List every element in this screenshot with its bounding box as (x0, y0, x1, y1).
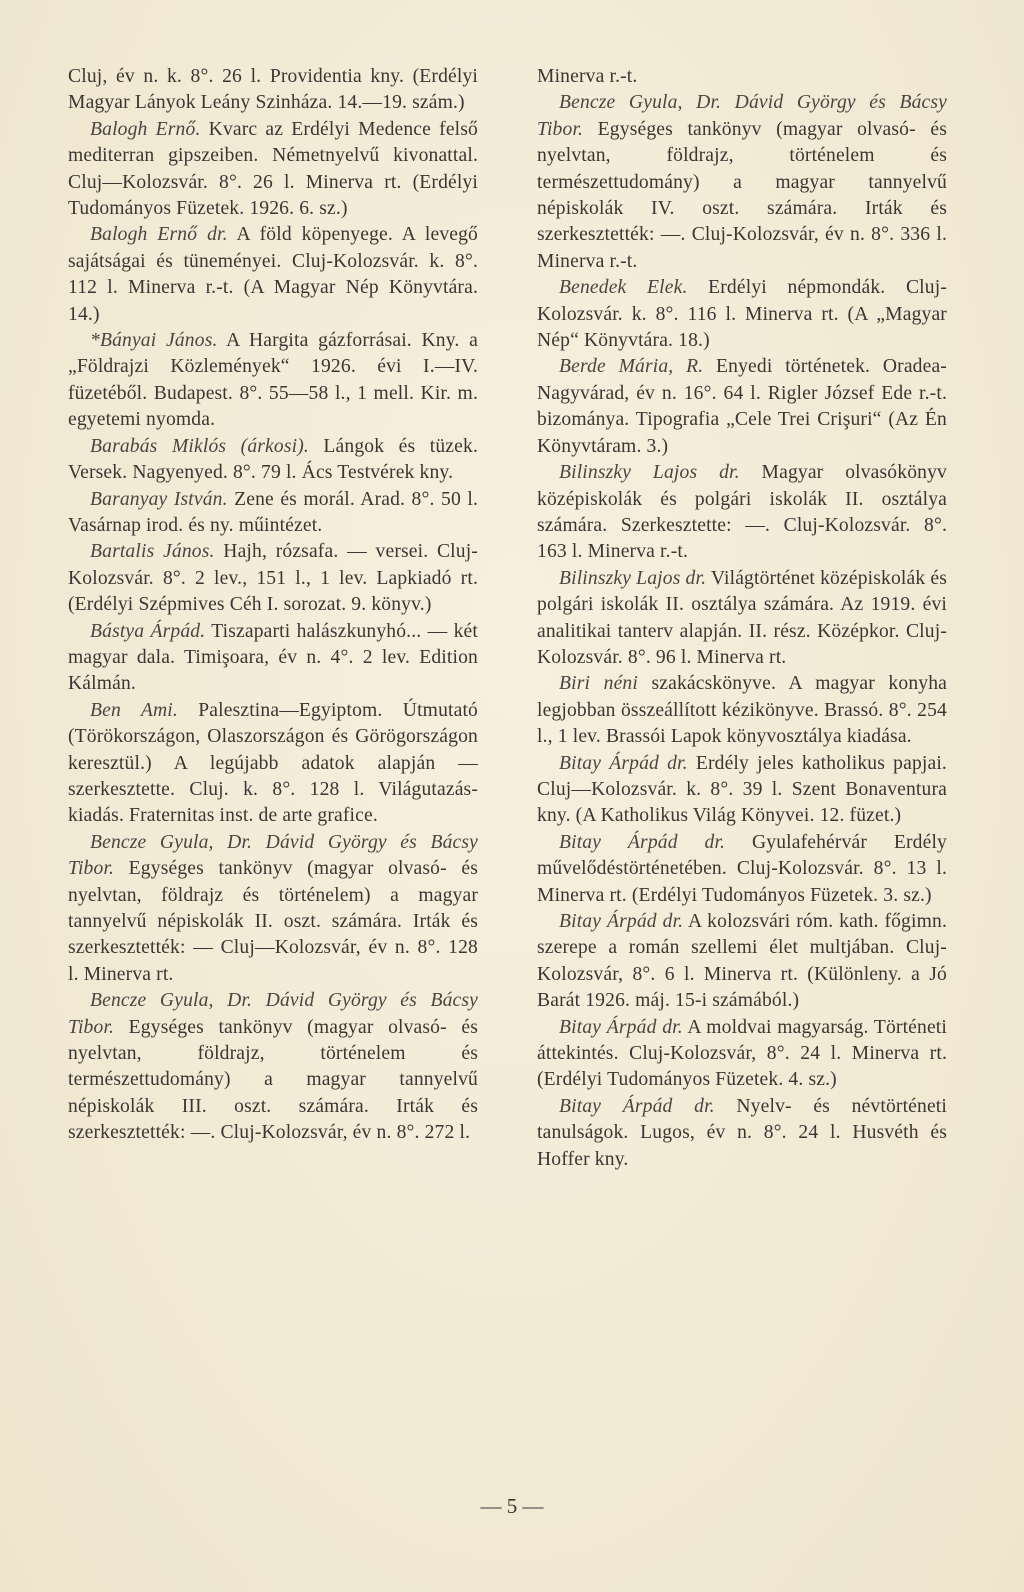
entry-author: Ben Ami. (90, 699, 178, 721)
entry-author: Bilinszky Lajos dr. (559, 462, 740, 484)
entry-text: Tiszaparti halászkunyhó... — két magyar dala. Timişoara, év n. 4°. 2 lev. Edition Kálmán. (68, 620, 478, 695)
page-number: — 5 — (480, 1494, 544, 1518)
entry-text: A kolozsvári róm. kath. főgimn. szerepe a román szellemi élet multjában. Cluj-Kolozsvár, 8°. 6 l. Minerva rt. (Különleny. a Jó Barát 1926. máj. 15-i számából.) (537, 911, 947, 1012)
bibliography-entry (537, 90, 947, 275)
bibliography-entry (537, 1015, 947, 1094)
bibliography-entry (68, 117, 478, 223)
entry-text: Kvarc az Erdélyi Medence felső mediterran gipszeiben. Németnyelvű kivonattal. Cluj—Kolozsvár. 8°. 26 l. Minerva rt. (Erdélyi Tudományos Füzetek. 1926. 6. sz.) (68, 118, 478, 220)
entry-text: Zene és morál. Arad. 8°. 50 l. Vasárnap irod. és ny. műintézet. (68, 488, 478, 536)
entry-author: Bitay Árpád dr. (559, 831, 726, 853)
entry-text: Egységes tankönyv (magyar olvasó- és nyelvtan, földrajz, történelem és természettudomány) a magyar tannyelvű népiskolák IV. oszt. számára. Irták és szerkesztették: —. Cluj-Kolozsvár, év n. 8°. 336 l. Minerva r.-t. (537, 118, 947, 272)
bibliography-entry (537, 909, 947, 1015)
bibliography-entry (537, 1094, 947, 1173)
entry-author: Bitay Árpád dr. (559, 1016, 683, 1038)
bibliography-entry (537, 830, 947, 909)
bibliography-entry (537, 566, 947, 672)
entry-text: A moldvai magyarság. Történeti áttekintés. Cluj-Kolozsvár, 8°. 24 l. Minerva rt. (Erdélyi Tudományos Füzetek. 4. sz.) (537, 1016, 947, 1091)
entry-author: Balogh Ernő dr. (90, 224, 228, 246)
bibliography-entry (537, 64, 947, 90)
entry-text: Egységes tankönyv (magyar olvasó- és nyelvtan, földrajz és történelem) a magyar tannyelvű népiskolák II. oszt. számára. Irták és szerkesztették: — Cluj—Kolozsvár, év n. 8°. 128 l. Minerva rt. (68, 858, 478, 985)
bibliography-entry (68, 988, 478, 1146)
entry-text: Erdély jeles katholikus papjai. Cluj—Kolozsvár. k. 8°. 39 l. Szent Bonaventura kny. (A Katholikus Világ Könyvei. 12. füzet.) (537, 752, 947, 827)
bibliography-entry (537, 460, 947, 566)
entry-text: Lángok és tüzek. Versek. Nagyenyed. 8°. 79 l. Ács Testvérek kny. (68, 435, 478, 484)
bibliography-entry (537, 751, 947, 830)
entry-author: Berde Mária, R. (559, 356, 704, 378)
bibliography-entry (68, 328, 478, 434)
entry-text: Magyar olvasókönyv középiskolák és polgári iskolák II. osztálya számára. Szerkesztette: —. Cluj-Kolozsvár. 8°. 163 l. Minerva r.-t. (537, 462, 947, 563)
entry-text: szakácskönyve. A magyar konyha legjobban összeállított kézikönyve. Brassó. 8°. 254 l., 1 lev. Brassói Lapok könyvosztálya kiadása. (537, 673, 948, 748)
entry-text: Világtörténet középiskolák és polgári iskolák II. osztálya számára. Az 1919. évi analitikai tanterv alapján. II. rész. Középkor. Cluj-Kolozsvár. 8°. 96 l. Minerva rt. (537, 567, 947, 668)
entry-author: Bitay Árpád dr. (559, 911, 684, 932)
entry-text: Gyulafehérvár Erdély művelődéstörténetében. Cluj-Kolozsvár. 8°. 13 l. Minerva rt. (Erdélyi Tudományos Füzetek. 3. sz.) (537, 831, 947, 906)
entry-text: Nyelv- és névtörténeti tanulságok. Lugos, év n. 8°. 24 l. Husvéth és Hoffer kny. (537, 1095, 947, 1170)
entry-text: A Hargita gázforrásai. Kny. a „Földrajzi Közlemények“ 1926. évi I.—IV. füzetéből. Budapest. 8°. 55—58 l., 1 mell. Kir. m. egyetemi nyomda. (68, 330, 478, 431)
entry-text: Palesztina—Egyiptom. Útmutató (Törökországon, Olaszországon és Görögországon keresztül.) A legújabb adatok alapján — szerkesztette. Cluj. k. 8°. 128 l. Világutazás-kiadás. Fraternitas inst. de arte grafice. (68, 699, 478, 827)
entry-author: Bencze Gyula, Dr. Dávid György és Bácsy Tibor. (68, 831, 478, 880)
entry-author: Bitay Árpád dr. (559, 752, 688, 774)
entry-text: Hajh, rózsafa. — versei. Cluj-Kolozsvár. 8°. 2 lev., 151 l., 1 lev. Lapkiadó rt. (Erdélyi Szépmives Céh I. sorozat. 9. könyv.) (68, 541, 478, 616)
entry-author: Balogh Ernő. (90, 118, 201, 140)
entry-author: Bitay Árpád dr. (559, 1095, 715, 1117)
entry-author: Barabás Miklós (árkosi). (90, 435, 309, 457)
entry-author: Benedek Elek. (559, 277, 688, 299)
right-column (537, 64, 947, 1173)
bibliography-entry (68, 539, 478, 618)
entry-author: Bilinszky Lajos dr. (559, 567, 707, 589)
entry-text: Enyedi történetek. Oradea-Nagyvárad, év n. 16°. 64 l. Rigler József Ede r.-t. bizománya. Tipografia „Cele Trei Crişuri“ (Az Én Könyvtáram. 3.) (537, 356, 947, 457)
entry-author: Bencze Gyula, Dr. Dávid György és Bácsy Tibor. (68, 990, 478, 1038)
bibliography-entry (537, 354, 947, 460)
bibliography-entry (68, 830, 478, 988)
bibliography-entry (68, 619, 478, 698)
entry-text: Cluj, év n. k. 8°. 26 l. Providentia kny. (Erdélyi Magyar Lányok Leány Szinháza. 14.—19. szám.) (68, 66, 478, 114)
bibliography-entry (68, 64, 478, 117)
entry-author: Bencze Gyula, Dr. Dávid György és Bácsy Tibor. (537, 92, 947, 140)
entry-text: Erdélyi népmondák. Cluj-Kolozsvár. k. 8°. 116 l. Minerva rt. (A „Magyar Nép“ Könyvtára. 18.) (537, 277, 947, 352)
entry-author: Biri néni (559, 673, 638, 695)
left-column (68, 64, 478, 1147)
entry-text: Egységes tankönyv (magyar olvasó- és nyelvtan, földrajz, történelem és természettudomány) a magyar tannyelvű népiskolák III. oszt. számára. Irták és szerkesztették: —. Cluj-Kolozsvár, év n. 8°. 272 l. (68, 1016, 478, 1144)
entry-author: Bástya Árpád. (90, 620, 206, 642)
entry-author: *Bányai János. (90, 330, 218, 352)
bibliography-entry (537, 275, 947, 354)
entry-author: Baranyay István. (90, 488, 228, 510)
entry-text: Minerva r.-t. (537, 66, 638, 87)
bibliography-entry (68, 487, 478, 540)
entry-text: A föld köpenyege. A levegő sajátságai és tüneményei. Cluj-Kolozsvár. k. 8°. 112 l. Minerva r.-t. (A Magyar Nép Könyvtára. 14.) (68, 224, 479, 325)
entry-author: Bartalis János. (90, 541, 215, 563)
bibliography-entry (537, 671, 947, 750)
bibliography-entry (68, 222, 478, 328)
bibliography-entry (68, 434, 478, 487)
bibliography-entry (68, 698, 478, 830)
